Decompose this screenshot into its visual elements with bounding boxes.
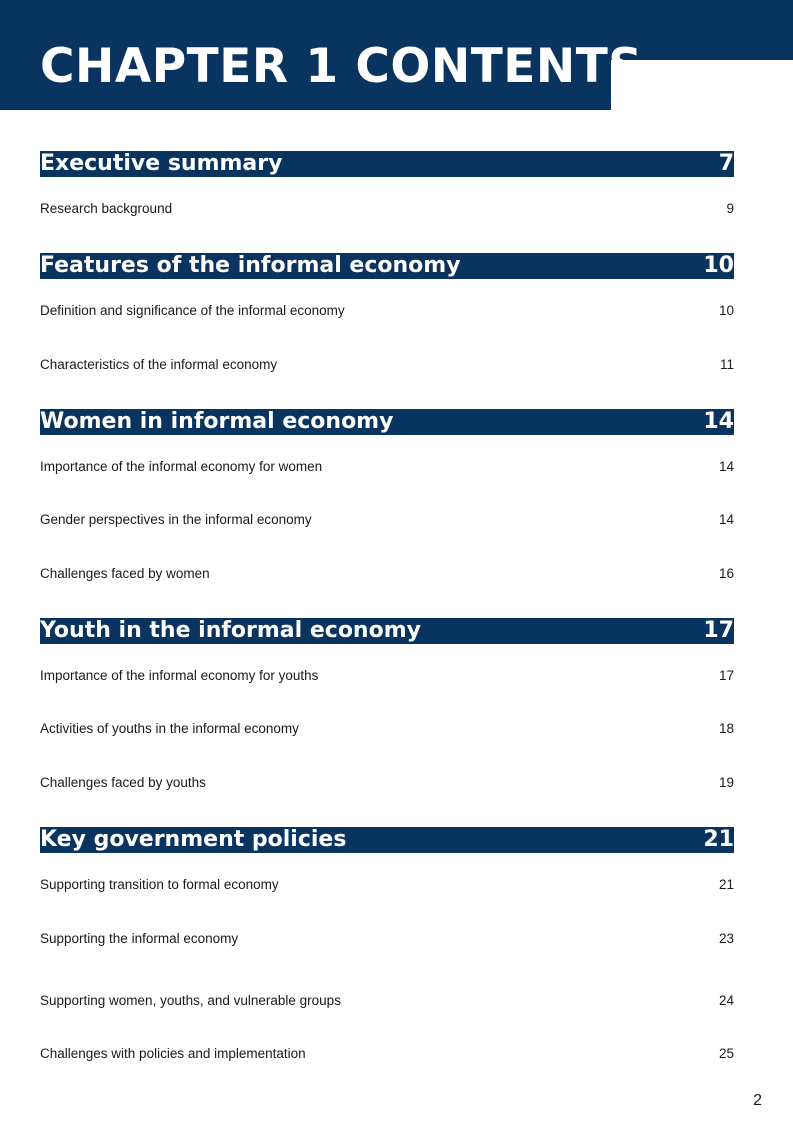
section-title: Key government policies bbox=[40, 827, 347, 852]
entry-page-number: 18 bbox=[718, 721, 734, 736]
entry-title: Characteristics of the informal economy bbox=[40, 357, 278, 372]
section-title: Features of the informal economy bbox=[40, 253, 461, 278]
page-title: CHAPTER 1 CONTENTS bbox=[40, 39, 643, 94]
toc-entry[interactable] bbox=[40, 200, 734, 218]
section-page-number: 7 bbox=[718, 151, 734, 176]
page-number: 2 bbox=[753, 1092, 762, 1109]
toc-section-women[interactable] bbox=[40, 409, 734, 435]
entry-title: Gender perspectives in the informal economy bbox=[40, 512, 312, 527]
toc-section-executive-summary[interactable] bbox=[40, 151, 734, 177]
toc-entry[interactable] bbox=[40, 720, 734, 738]
section-title: Youth in the informal economy bbox=[40, 618, 421, 643]
toc-section-youth[interactable] bbox=[40, 618, 734, 644]
section-page-number: 14 bbox=[703, 409, 734, 434]
entry-title: Supporting the informal economy bbox=[40, 931, 239, 946]
entry-title: Importance of the informal economy for women bbox=[40, 459, 323, 474]
entry-page-number: 25 bbox=[718, 1046, 734, 1061]
section-page-number: 21 bbox=[703, 827, 734, 852]
entry-page-number: 24 bbox=[718, 993, 734, 1008]
section-page-number: 10 bbox=[703, 253, 734, 278]
toc-entry[interactable] bbox=[40, 667, 734, 685]
section-page-number: 17 bbox=[703, 618, 734, 643]
toc-entry[interactable] bbox=[40, 992, 734, 1010]
entry-page-number: 17 bbox=[718, 668, 734, 683]
entry-page-number: 14 bbox=[718, 459, 734, 474]
entry-page-number: 14 bbox=[718, 512, 734, 527]
entry-title: Research background bbox=[40, 201, 173, 216]
toc-entry[interactable] bbox=[40, 565, 734, 583]
entry-page-number: 23 bbox=[718, 931, 734, 946]
entry-title: Supporting transition to formal economy bbox=[40, 877, 279, 892]
toc-entry[interactable] bbox=[40, 1045, 734, 1063]
entry-page-number: 9 bbox=[726, 201, 734, 216]
entry-title: Definition and significance of the informal economy bbox=[40, 303, 345, 318]
entry-page-number: 11 bbox=[719, 357, 734, 372]
toc-entry[interactable] bbox=[40, 356, 734, 374]
toc-entry[interactable] bbox=[40, 511, 734, 529]
section-title: Women in informal economy bbox=[40, 409, 394, 434]
entry-title: Activities of youths in the informal economy bbox=[40, 721, 299, 736]
entry-page-number: 21 bbox=[718, 877, 734, 892]
entry-title: Importance of the informal economy for youths bbox=[40, 668, 319, 683]
toc-section-features[interactable] bbox=[40, 253, 734, 279]
toc-entry[interactable] bbox=[40, 930, 734, 948]
entry-title: Challenges with policies and implementation bbox=[40, 1046, 306, 1061]
entry-page-number: 19 bbox=[718, 775, 734, 790]
toc-entry[interactable] bbox=[40, 302, 734, 320]
section-title: Executive summary bbox=[40, 151, 283, 176]
toc-section-policies[interactable] bbox=[40, 827, 734, 853]
toc-entry[interactable] bbox=[40, 876, 734, 894]
entry-title: Challenges faced by youths bbox=[40, 775, 206, 790]
entry-page-number: 10 bbox=[718, 303, 734, 318]
entry-title: Supporting women, youths, and vulnerable groups bbox=[40, 993, 341, 1008]
entry-page-number: 16 bbox=[718, 566, 734, 581]
toc-entry[interactable] bbox=[40, 458, 734, 476]
toc-entry[interactable] bbox=[40, 774, 734, 792]
entry-title: Challenges faced by women bbox=[40, 566, 210, 581]
